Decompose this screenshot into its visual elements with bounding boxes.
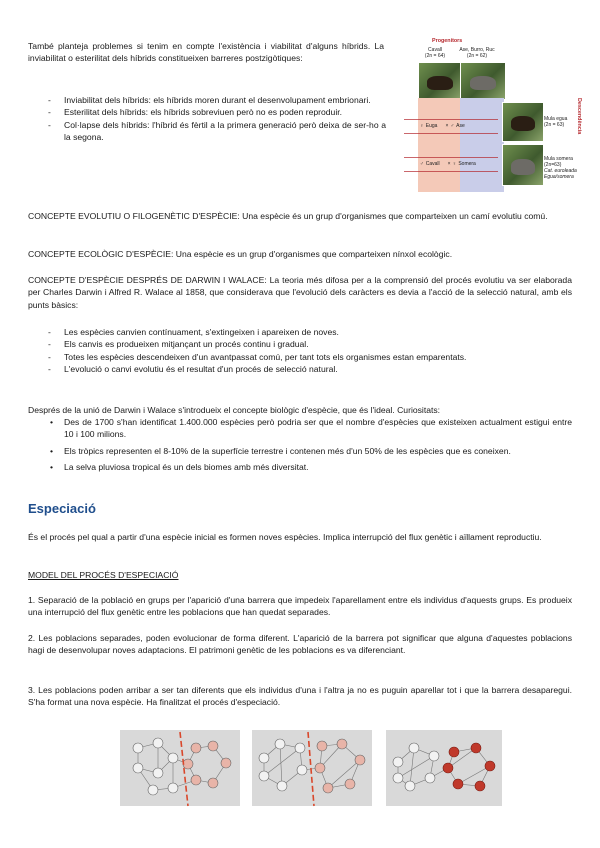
cross-panel-female-left (418, 98, 460, 192)
hybrid-barriers-list (28, 94, 386, 144)
step-2: 2. Les poblacions separades, poden evolucionar de forma diferent. L'aparició de la barrera pot significar que alguna d'aquestes poblacions hagi de desenvolupar noves adaptacions. El patrimoni genètic de les poblacions es va diferenciant. (28, 633, 572, 656)
cross-panel-right (460, 98, 504, 192)
cross-row-2-bar (404, 157, 498, 172)
figure-col1-label: Cavall (2n = 64) (424, 47, 446, 59)
donkey-photo (460, 62, 506, 100)
list-item: • La selva pluviosa tropical és un dels biomes amb més diversitat. (28, 461, 572, 473)
list-item: - Totes les espècies descendeixen d'un avantpassat comú, per tant tots els organismes estan emparentats. (28, 351, 572, 363)
horse-photo (418, 62, 462, 100)
hinny-photo (502, 144, 544, 186)
cross-row-1: ♀ Euga × ♂ Ase (420, 123, 465, 129)
darwin-points-list (28, 326, 572, 376)
list-item: • Els tròpics representen el 8-10% de la superfície terrestre i contenen més d'un 50% de les espècies que es coneixen. (28, 445, 572, 457)
biological-concept-paragraph: Després de la unió de Darwin i Walace s'introdueix el concepte biològic d'espècie, que és l'ideal. Curiositats: (28, 405, 441, 415)
diagram-stage-3 (386, 730, 502, 806)
mule-label: Mula egua (2n = 63) (544, 116, 568, 128)
list-item: - Els canvis es produeixen mitjançant un procés continu i gradual. (28, 338, 572, 350)
concept-ecologic: CONCEPTE ECOLÒGIC D'ESPÈCIE: Una espècie es un grup d'organismes que comparteixen nínxol ecològic. (28, 249, 453, 259)
speciation-definition: És el procés pel qual a partir d'una espècie inicial es formen noves espècies. Implica interrupció del flux genètic i aïllament reproductiu. (28, 532, 542, 542)
list-item: • Des de 1700 s'han identificat 1.400.000 espècies però podria ser que el nombre d'espècies que existeixen actualment estigui entre 10 i 100 milions. (28, 416, 572, 441)
step-1: 1. Separació de la població en grups per l'aparició d'una barrera que impedeix l'aparellament entre els individus d'aquests grups. Es produeix una interrupció del flux genètic entre les poblacions que han quedat separades. (28, 595, 572, 618)
hinny-label: Mula somera (2n=63) Cat. euroleada Egua/somera (544, 156, 577, 180)
list-item: - Les espècies canvien contínuament, s'extingeixen i apareixen de noves. (28, 326, 572, 338)
model-title: MODEL DEL PROCÉS D'ESPECIACIÓ (28, 570, 179, 580)
step-3: 3. Les poblacions poden arribar a ser tan diferents que els individus d'una i l'altra ja no es puguin aparellar tot i que la barrera desaparegui. S'ha format una nova espècie. Ha finalitzat el procés d'especiació. (28, 685, 572, 708)
figure-title: Progenitors (432, 38, 463, 44)
list-item: - Col·lapse dels híbrids: l'híbrid és fèrtil a la primera generació però deixa de ser-ho a la segona. (28, 119, 386, 144)
hybrid-figure (390, 36, 590, 196)
list-item: - L'evolució o canvi evolutiu és el resultat d'un procés de selecció natural. (28, 363, 572, 375)
diagram-stage-1 (120, 730, 240, 806)
mule-photo (502, 102, 544, 142)
list-item: - Inviabilitat dels híbrids: els híbrids moren durant el desenvolupament embrionari. (28, 94, 386, 106)
concept-evolutiu: CONCEPTE EVOLUTIU O FILOGENÈTIC D'ESPÈCIE: Una espècie és un grup d'organismes que comparteixen un camí evolutiu comú. (28, 211, 548, 221)
descendants-label: Descendència (576, 98, 582, 135)
diagram-stage-2 (252, 730, 372, 806)
cross-row-1-bar (404, 119, 498, 134)
figure-col2-label: Ase, Burro, Ruc (2n = 62) (459, 47, 495, 59)
page-title: Especiació (28, 501, 96, 516)
speciation-diagrams (118, 728, 518, 810)
intro-paragraph: També planteja problemes si tenim en compte l'existència i viabilitat d'alguns híbrids. La inviabilitat o esterilitat dels híbrids constitueixen barreres postzigòtiques: (28, 41, 384, 64)
cross-row-2: ♂ Cavall × ♀ Somera (420, 161, 476, 167)
curiosities-list (28, 416, 572, 474)
concept-darwin: CONCEPTE D'ESPÈCIE DESPRÉS DE DARWIN I WALACE: La teoria més difosa per a la comprensió del procés evolutiu va ser elaborada per Charles Darwin i Alfred R. Walace al 1858, que considerava que l'evolució dels caràcters es devia a l'acció de la selecció natural, amb els punts bàsics: (28, 275, 572, 310)
list-item: - Esterilitat dels híbrids: els híbrids sobreviuen però no es poden reproduir. (28, 106, 386, 118)
